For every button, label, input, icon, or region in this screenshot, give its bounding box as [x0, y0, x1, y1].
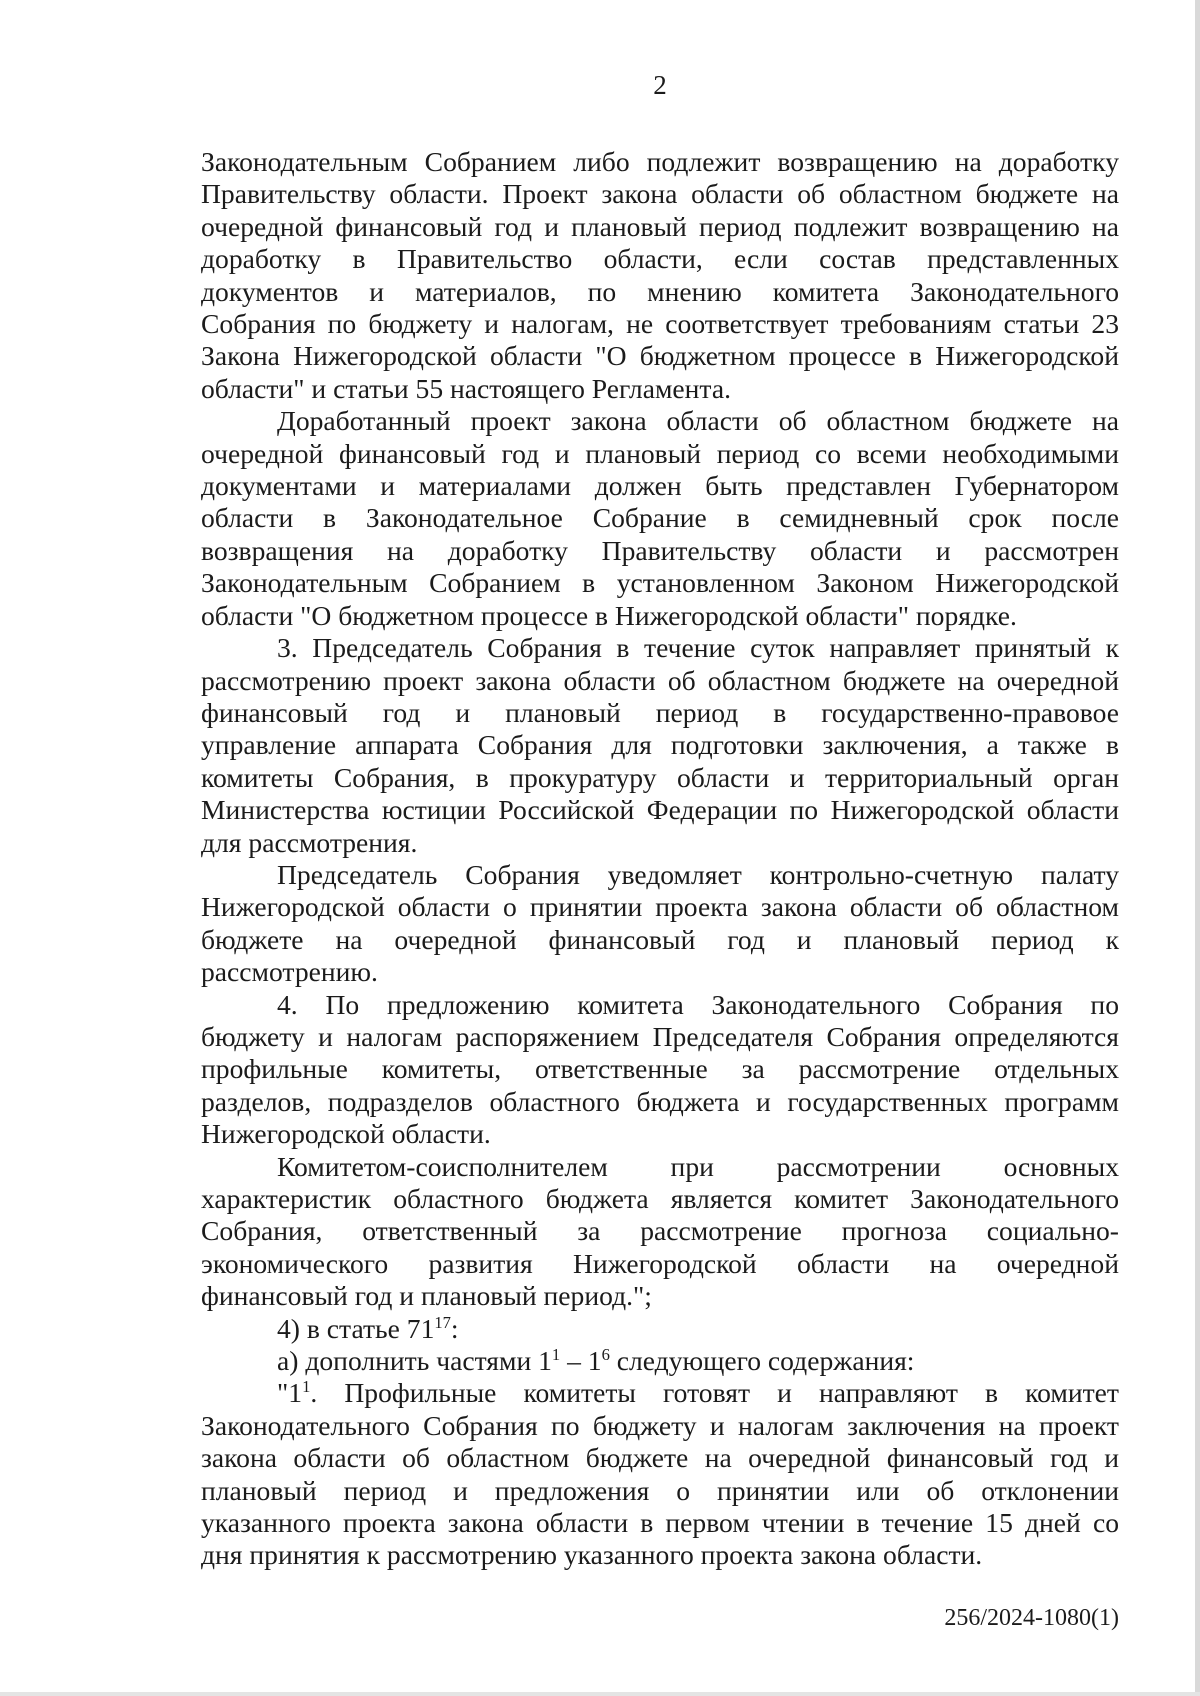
text-line: Министерства юстиции Российской Федерации по Нижегородской области: [201, 794, 1119, 826]
text-line: разделов, подразделов областного бюджета и государственных программ: [201, 1085, 1119, 1117]
text-span: а) дополнить частями 1: [277, 1345, 552, 1377]
text-line: для рассмотрения.: [201, 826, 418, 858]
text-line: указанного проекта закона области в первом чтении в течение 15 дней со: [201, 1507, 1119, 1539]
superscript: 1: [551, 1344, 561, 1364]
text-line: области в Законодательное Собрание в семидневный срок после: [201, 502, 1119, 534]
text-span: "1: [277, 1377, 303, 1409]
text-line: документами и материалами должен быть представлен Губернатором: [201, 470, 1119, 502]
text-line: бюджете на очередной финансовый год и плановый период к: [201, 923, 1119, 955]
text-line: Комитетом-соисполнителем при рассмотрении основных: [277, 1150, 1119, 1182]
text-line: Законодательным Собранием либо подлежит возвращению на доработку: [201, 146, 1119, 177]
text-line: [201, 1377, 1119, 1409]
document-registration-code: 256/2024-1080(1): [944, 1605, 1119, 1631]
text-line: Закона Нижегородской области "О бюджетном процессе в Нижегородской: [201, 340, 1119, 372]
paragraph: [201, 989, 1119, 1151]
text-line: документов и материалов, по мнению комитета Законодательного: [201, 275, 1119, 307]
text-line: области "О бюджетном процессе в Нижегородской области" порядке.: [201, 599, 1017, 631]
text-line: доработку в Правительство области, если состав представленных: [201, 243, 1119, 275]
paragraph: [201, 859, 1119, 989]
text-line: Правительству области. Проект закона области об областном бюджете на: [201, 178, 1119, 210]
text-line: рассмотрению проект закона области об областном бюджете на очередной: [201, 664, 1119, 696]
text-line: 3. Председатель Собрания в течение суток направляет принятый к: [277, 632, 1119, 664]
paragraph: [201, 405, 1119, 632]
superscript: 17: [434, 1312, 451, 1332]
text-line: характеристик областного бюджета является комитет Законодательного: [201, 1183, 1119, 1214]
text-line: Нижегородской области.: [201, 1118, 491, 1150]
text-line: Законодательного Собрания по бюджету и налогам заключения на проект: [201, 1409, 1119, 1441]
text-line: финансовый год и плановый период.";: [201, 1280, 652, 1312]
text-span: . Профильные комитеты готовят и направляют в комитет: [310, 1377, 1119, 1409]
document-body: [201, 146, 1119, 1572]
text-line: Председатель Собрания уведомляет контрольно-счетную палату: [277, 858, 1119, 890]
text-line: плановый период и предложения о принятии или об отклонении: [201, 1474, 1119, 1506]
text-span: – 1: [560, 1345, 602, 1377]
text-line: очередной финансовый год и плановый период подлежит возвращению на: [201, 210, 1119, 242]
text-line: комитеты Собрания, в прокуратуру области и территориальный орган: [201, 761, 1119, 793]
text-span: 4) в статье 71: [277, 1312, 435, 1344]
item-a-line: [201, 1345, 1119, 1377]
superscript: 6: [601, 1344, 610, 1364]
text-line: 4. По предложению комитета Законодательного Собрания по: [277, 988, 1119, 1020]
text-line: финансовый год и плановый период в государственно-правовое: [201, 696, 1119, 728]
scan-edge-right: [1195, 0, 1200, 1696]
text-line: Доработанный проект закона области об областном бюджете на: [277, 405, 1119, 437]
paragraph: [201, 1151, 1119, 1313]
paragraph: [201, 146, 1119, 405]
text-line: рассмотрению.: [201, 956, 378, 988]
text-span: :: [450, 1312, 459, 1344]
text-line: области" и статьи 55 настоящего Регламента.: [201, 372, 731, 404]
text-line: Нижегородской области о принятии проекта закона области об областном: [201, 891, 1119, 923]
scan-edge-bottom: [0, 1692, 1200, 1696]
superscript: 1: [302, 1377, 311, 1397]
text-line: закона области об областном бюджете на очередной финансовый год и: [201, 1442, 1119, 1474]
text-line: Собрания, ответственный за рассмотрение прогноза социально-: [201, 1215, 1119, 1247]
text-line: дня принятия к рассмотрению указанного проекта закона области.: [201, 1539, 983, 1571]
text-line: управление аппарата Собрания для подготовки заключения, а также в: [201, 729, 1119, 761]
text-line: бюджету и налогам распоряжением Председателя Собрания определяются: [201, 1020, 1119, 1052]
text-line: Законодательным Собранием в установленном Законом Нижегородской: [201, 567, 1119, 599]
text-line: профильные комитеты, ответственные за рассмотрение отдельных: [201, 1053, 1119, 1085]
item-4-line: [201, 1313, 1119, 1345]
text-line: возвращения на доработку Правительству области и рассмотрен: [201, 534, 1119, 566]
text-span: следующего содержания:: [609, 1345, 915, 1377]
page-number: 2: [653, 70, 667, 100]
text-line: экономического развития Нижегородской области на очередной: [201, 1247, 1119, 1279]
text-line: очередной финансовый год и плановый период со всеми необходимыми: [201, 437, 1119, 469]
paragraph: [201, 632, 1119, 859]
text-line: Собрания по бюджету и налогам, не соответствует требованиям статьи 23: [201, 308, 1119, 340]
paragraph: [201, 1377, 1119, 1571]
